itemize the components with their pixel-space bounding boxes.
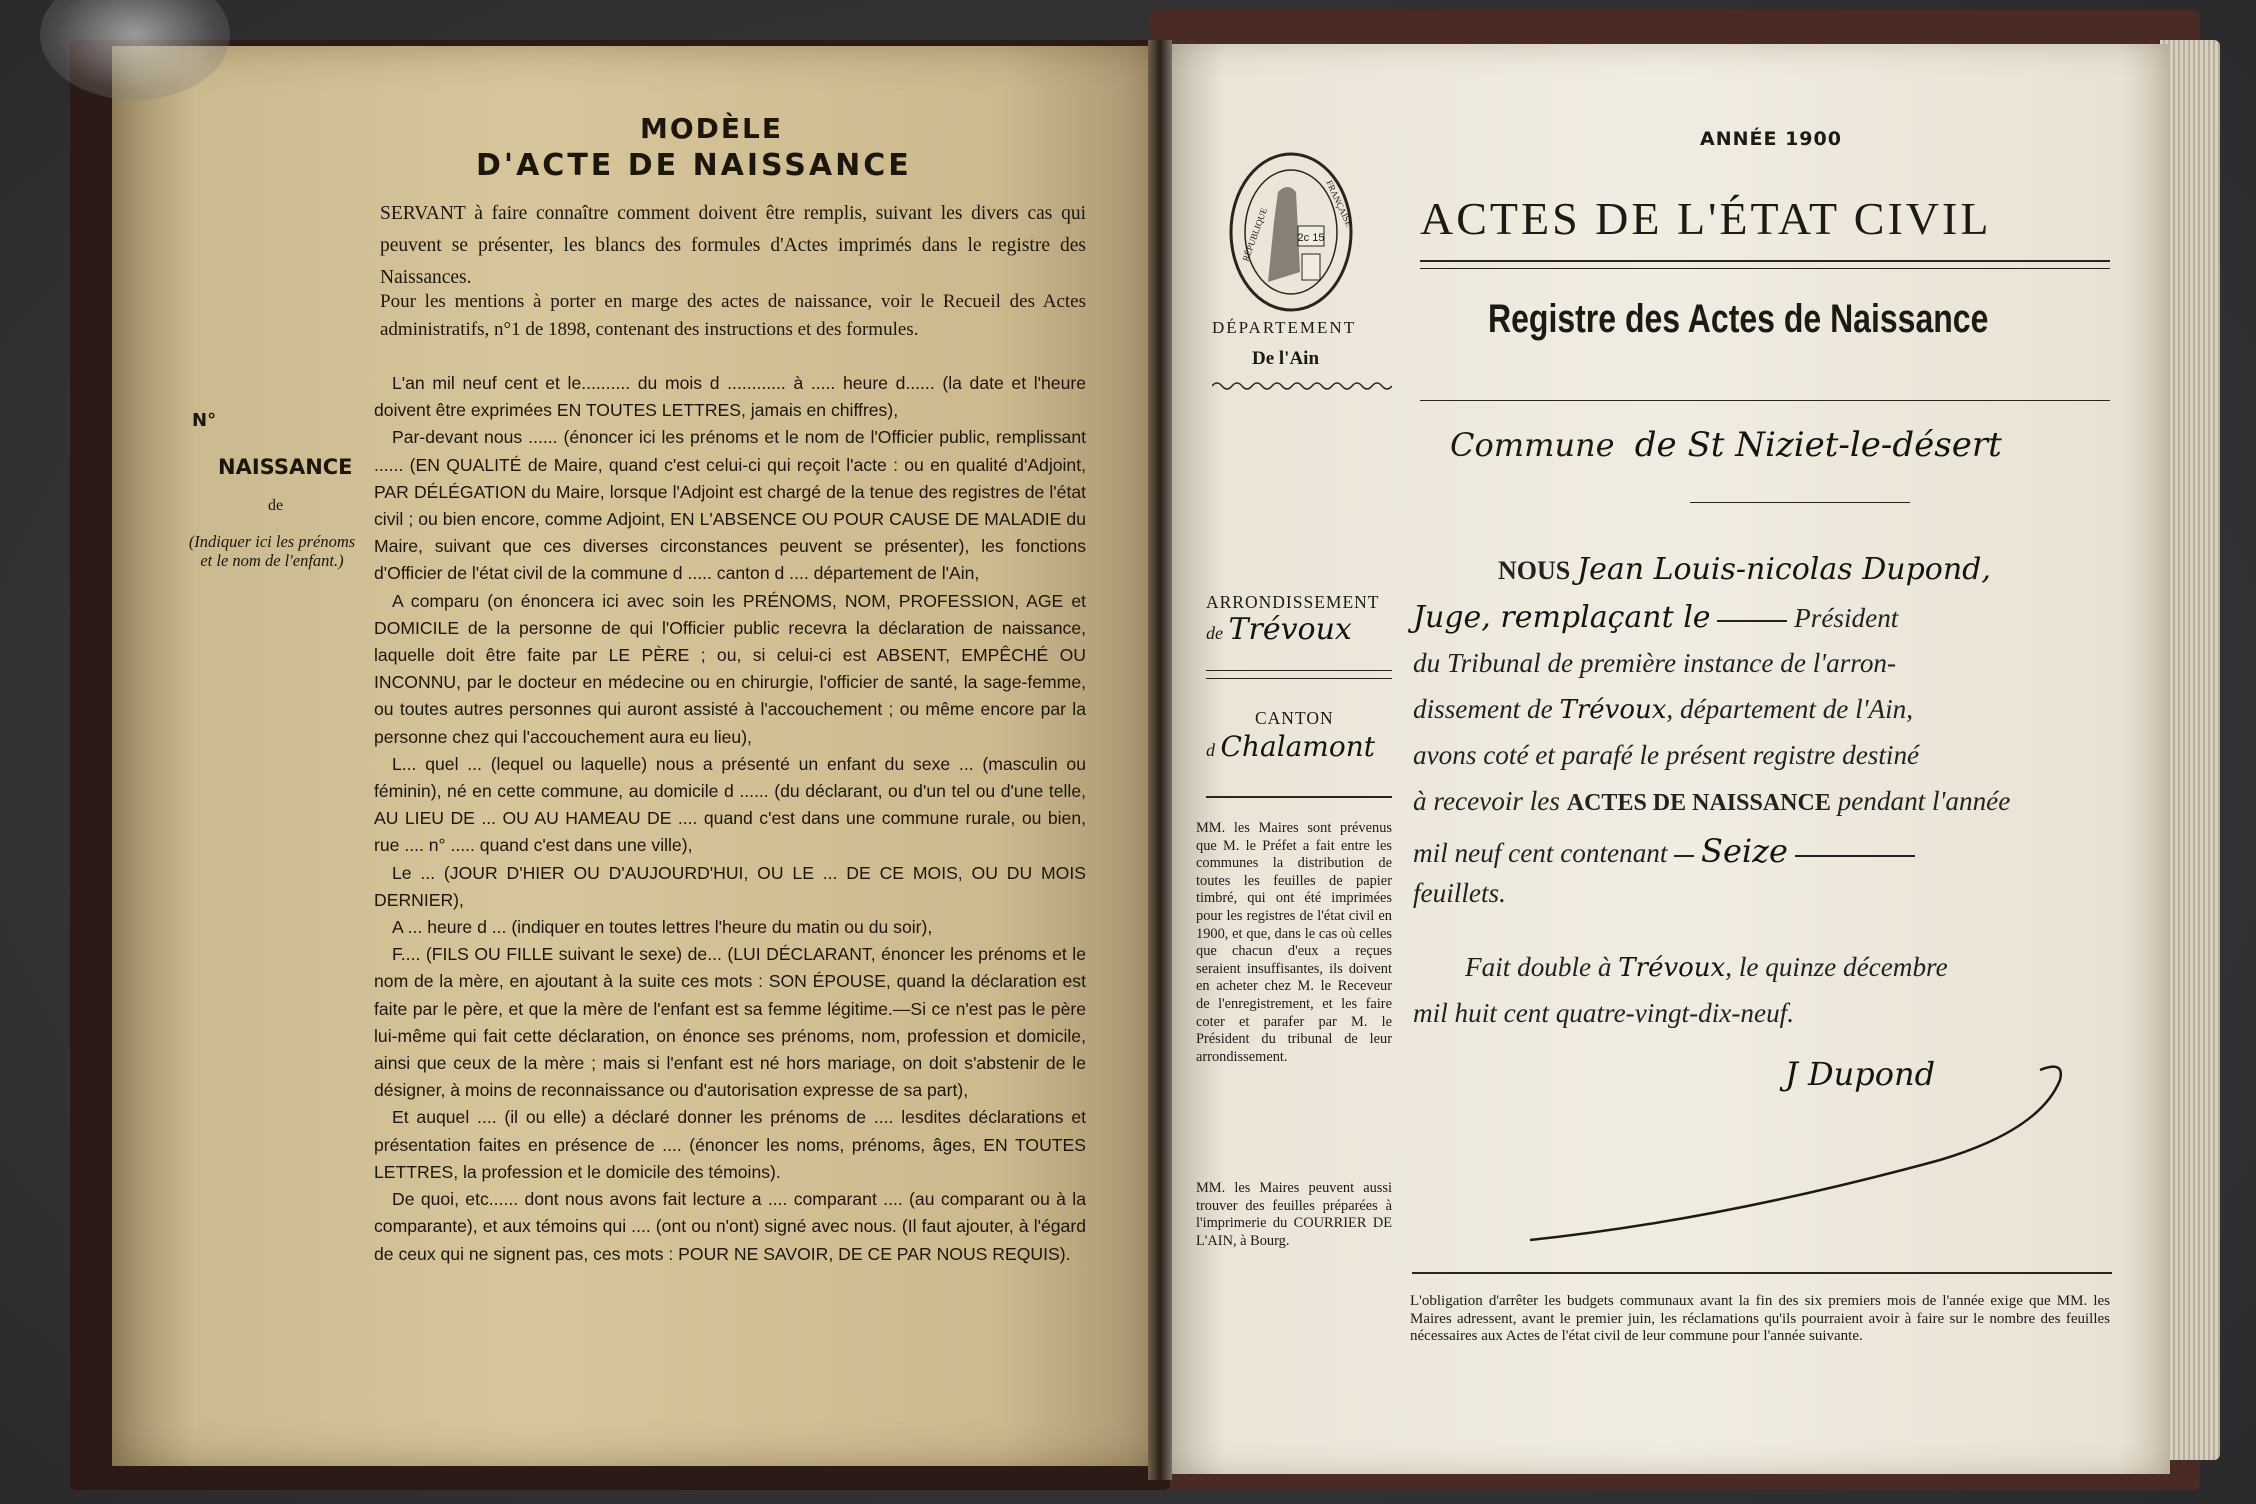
decl-line-6a: à recevoir les xyxy=(1413,786,1560,816)
margin-de: de xyxy=(268,497,284,514)
decl-line-5: avons coté et parafé le présent registre destiné xyxy=(1413,740,1920,770)
commune-rule xyxy=(1690,502,1910,503)
model-title-line2: D'ACTE DE NAISSANCE xyxy=(476,148,912,183)
maires-notice: MM. les Maires sont prévenus que M. le Préfet a fait entre les communes la distribution de toutes les feuilles de papier timbré, qui ont été imprimées pour les registres de l'état civil en 1900, et que, dans le cas où celles que chacun d'eux a reçues seraient insuffisantes, ils doivent en acheter chez M. le Receveur de l'enregistrement, et les faire coter et parafer par M. le Président du tribunal de leur arrondissement. xyxy=(1196,820,1392,1065)
maires-notice-2: MM. les Maires peuvent aussi trouver des feuilles préparées à l'imprimerie du COURRIER DE L'AIN, à Bourg. xyxy=(1196,1180,1392,1249)
fait-lieu: Trévoux xyxy=(1618,953,1726,983)
book-gutter xyxy=(1148,40,1172,1480)
arrondissement-line xyxy=(1206,612,1352,647)
body-paragraph: F.... (FILS OU FILLE suivant le sexe) de... (LUI DÉCLARANT, énoncer les prénoms et le nom de la mère, en ajoutant à la suite ces mots : SON ÉPOUSE, quand la déclaration est faite par le père, et que la mère de l'enfant est sa femme légitime.—Si ce n'est pas le père lui-même qui fait cette déclaration, on énonce ses prénoms, nom, profession et domicile, ainsi que ceux de la mère ; mais si l'enfant est né hors mariage, on doit s'abstenir de le désigner, à moins de reconnaissance ou d'autorisation expresse de sa part), xyxy=(374,944,1086,1101)
signature-flourish xyxy=(1520,1040,2080,1250)
fait-year: mil huit cent quatre-vingt-dix-neuf. xyxy=(1413,998,1795,1028)
subtitle-rule xyxy=(1420,400,2110,401)
model-note: Pour les mentions à porter en marge des actes de naissance, voir le Recueil des Actes administratifs, n°1 de 1898, contenant des instructions et des formules. xyxy=(380,291,1086,340)
commune-line xyxy=(1450,425,2002,465)
officer-name: Jean Louis-nicolas Dupond, xyxy=(1577,552,1991,587)
feuillets-count: Seize xyxy=(1701,832,1788,870)
body-paragraph: Et auquel .... (il ou elle) a déclaré donner les prénoms de .... lesdites déclarations et présentation faites en présence de .... (énoncer les noms, prénoms, âges, EN TOUTES LETTRES, la profession et le domicile des témoins). xyxy=(374,1107,1086,1182)
canton-de: d xyxy=(1206,740,1215,760)
title-rule-thin xyxy=(1420,268,2110,269)
margin-naissance: NAISSANCE xyxy=(218,455,353,479)
body-paragraph: L... quel ... (lequel ou laquelle) nous a présenté un enfant du sexe ... (masculin ou féminin), né en cette commune, au domicile d ...... (du déclarant, ou d'un tel ou d'une telle, AU LIEU DE ... OU AU HAMEAU DE .... quand c'est dans une commune rurale, ou bien, rue .... n° ..... quand c'est dans une ville), xyxy=(374,753,1086,856)
fait-a: Fait double à xyxy=(1465,952,1612,982)
departement-value: De l'Ain xyxy=(1252,348,1320,369)
signature: J Dupond xyxy=(1785,1055,1936,1093)
stamp-text-left: RÉPUBLIQUE xyxy=(1240,206,1270,263)
departement-label: DÉPARTEMENT xyxy=(1212,318,1357,337)
fait-date: , le quinze décembre xyxy=(1725,952,1948,982)
bottom-rule xyxy=(1412,1272,2112,1274)
ornament-wave xyxy=(1212,380,1392,392)
president-label: Président xyxy=(1794,603,1899,633)
arr-rule xyxy=(1206,670,1392,671)
register-main-title: ACTES DE L'ÉTAT CIVIL xyxy=(1420,193,1992,244)
body-paragraph: L'an mil neuf cent et le.......... du mois d ............ à ..... heure d...... (la date et l'heure doivent être exprimées EN TOUTES LETTRES, jamais en chiffres), xyxy=(374,373,1086,421)
commune-value: de St Niziet-le-désert xyxy=(1634,425,2002,465)
stamp-text-right: FRANÇAISE xyxy=(1324,178,1354,229)
nous-label: NOUS xyxy=(1498,556,1571,585)
decl-line-6b: pendant l'année xyxy=(1837,786,2011,816)
canton-rule xyxy=(1206,796,1392,798)
officer-title: Juge, remplaçant le xyxy=(1413,600,1711,635)
decl-line-4a: dissement de xyxy=(1413,694,1553,724)
body-paragraph: A ... heure d ... (indiquer en toutes lettres l'heure du matin ou du soir), xyxy=(392,917,933,938)
canton-value: Chalamont xyxy=(1220,730,1375,763)
decl-line-6-bold: ACTES DE NAISSANCE xyxy=(1566,790,1831,816)
canton-line xyxy=(1206,730,1375,763)
arrondissement-label: ARRONDISSEMENT xyxy=(1206,592,1380,612)
commune-label: Commune xyxy=(1450,426,1615,464)
arrondissement-value: Trévoux xyxy=(1228,612,1352,647)
margin-instructions: (Indiquer ici les prénoms et le nom de l'enfant.) xyxy=(188,532,356,570)
revenue-stamp-seal xyxy=(1228,152,1354,318)
stamp-centimes: 2c 15 xyxy=(1297,232,1325,244)
decl-line-4b: , département de l'Ain, xyxy=(1666,694,1914,724)
decl-line-4-hw: Trévoux xyxy=(1559,695,1667,725)
body-paragraph: A comparu (on énoncera ici avec soin les PRÉNOMS, NOM, PROFESSION, AGE et DOMICILE de la personne de qui l'Officier public recevra la déclaration de naissance, laquelle doit être faite par LE PÈRE ; ou, si celui-ci est ABSENT, EMPÊCHÉ OU INCONNU, par le docteur en médecine ou en chirurgie, l'officier de santé, la sage-femme, ou toutes autres personnes qui auront assisté à l'accouchement ; ou même encore par la personne chez qui l'accouchement aura eu lieu), xyxy=(374,590,1086,747)
decl-line-8: feuillets. xyxy=(1413,878,1506,908)
arrondissement-de: de xyxy=(1206,623,1223,643)
body-paragraph: Le ... (JOUR D'HIER OU D'AUJOURD'HUI, OU LE ... DE CE MOIS, OU DU MOIS DERNIER), xyxy=(374,862,1086,910)
body-paragraph: De quoi, etc...... dont nous avons fait lecture a .... comparant .... (au comparant ou à la comparante), et aux témoins qui .... (ont ou n'ont) signé avec nous. (Il faut ajouter, à l'égard de ceux qui ne signent pas, ces mots : POUR NE SAVOIR, DE CE PAR NOUS REQUIS). xyxy=(374,1189,1086,1264)
decl-line-7a: mil neuf cent contenant xyxy=(1413,838,1668,868)
margin-number: N° xyxy=(192,410,217,431)
canton-label: CANTON xyxy=(1255,708,1334,728)
model-body xyxy=(374,370,1086,1268)
model-intro: SERVANT à faire connaître comment doivent être remplis, suivant les divers cas qui peuvent se présenter, les blancs des formules d'Actes imprimés dans le registre des Naissances. xyxy=(380,203,1086,288)
model-title-line1: MODÈLE xyxy=(640,112,784,145)
title-rule xyxy=(1420,260,2110,262)
register-subtitle: Registre des Actes de Naissance xyxy=(1488,297,1989,341)
decl-line-3: du Tribunal de première instance de l'arron- xyxy=(1413,648,1897,678)
body-paragraph: Par-devant nous ...... (énoncer ici les prénoms et le nom de l'Officier public, remplissant ...... (EN QUALITÉ de Maire, quand c'est celui-ci qui reçoit l'acte : ou en qualité d'Adjoint, PAR DÉLÉGATION du Maire, lorsque l'Adjoint est chargé de la tenue des registres de l'état civil ; ou bien encore, comme Adjoint, EN L'ABSENCE OU POUR CAUSE DE MALADIE du Maire, suivant que ces diverses circonstances peuvent se présenter), les fonctions d'Officier de l'état civil de la commune d ..... canton d .... département de l'Ain, xyxy=(374,427,1086,584)
bottom-notice: L'obligation d'arrêter les budgets communaux avant la fin des six premiers mois de l'année exige que MM. les Maires adressent, avant le premier juin, les réclamations qu'ils pourraient avoir à faire sur le nombre des feuilles nécessaires aux Actes de l'état civil de leur commune pour l'année suivante. xyxy=(1410,1293,2110,1345)
year-heading: ANNÉE 1900 xyxy=(1700,128,1842,150)
arr-rule-2 xyxy=(1206,678,1392,679)
